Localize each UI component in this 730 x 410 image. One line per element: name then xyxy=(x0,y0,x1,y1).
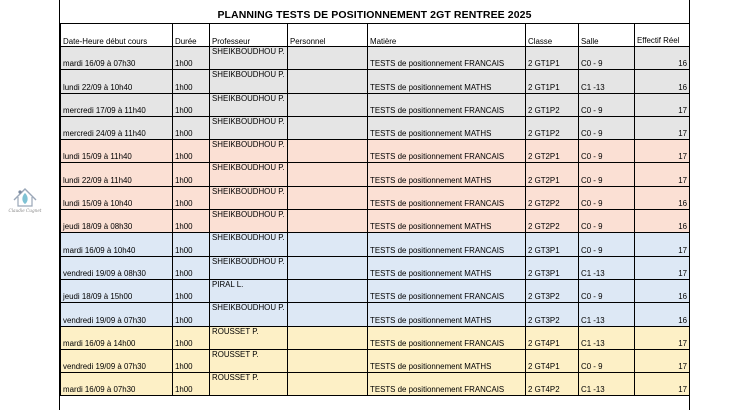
cell-classe: 2 GT4P2 xyxy=(526,373,579,396)
cell-matiere: TESTS de positionnement FRANCAIS xyxy=(368,47,526,70)
cell-professeur: SHEIKBOUDHOU P. xyxy=(210,70,288,93)
cell-duree: 1h00 xyxy=(173,93,210,116)
cell-classe: 2 GT3P1 xyxy=(526,233,579,256)
cell-date: mercredi 24/09 à 11h40 xyxy=(61,116,173,139)
cell-salle: C0 - 9 xyxy=(579,233,635,256)
cell-date: mardi 16/09 à 07h30 xyxy=(61,373,173,396)
cell-duree: 1h00 xyxy=(173,163,210,186)
cell-effectif: 16 xyxy=(635,70,690,93)
cell-matiere: TESTS de positionnement FRANCAIS xyxy=(368,326,526,349)
table-row xyxy=(61,256,690,279)
cell-effectif: 16 xyxy=(635,186,690,209)
cell-date: lundi 22/09 à 10h40 xyxy=(61,70,173,93)
cell-effectif: 17 xyxy=(635,233,690,256)
cell-professeur: SHEIKBOUDHOU P. xyxy=(210,256,288,279)
cell-professeur: SHEIKBOUDHOU P. xyxy=(210,47,288,70)
logo-image xyxy=(8,180,42,214)
cell-duree: 1h00 xyxy=(173,140,210,163)
cell-duree: 1h00 xyxy=(173,279,210,302)
cell-matiere: TESTS de positionnement FRANCAIS xyxy=(368,186,526,209)
col-header-salle: Salle xyxy=(579,24,635,47)
cell-effectif: 16 xyxy=(635,47,690,70)
cell-personnel xyxy=(288,373,368,396)
table-row xyxy=(61,140,690,163)
cell-matiere: TESTS de positionnement FRANCAIS xyxy=(368,140,526,163)
cell-effectif: 17 xyxy=(635,93,690,116)
cell-personnel xyxy=(288,186,368,209)
cell-personnel xyxy=(288,210,368,233)
cell-date: mardi 16/09 à 14h00 xyxy=(61,326,173,349)
planning-table xyxy=(60,23,690,396)
cell-date: vendredi 19/09 à 07h30 xyxy=(61,303,173,326)
cell-personnel xyxy=(288,303,368,326)
cell-salle: C0 - 9 xyxy=(579,47,635,70)
table-row xyxy=(61,210,690,233)
table-row xyxy=(61,349,690,372)
cell-date: jeudi 18/09 à 15h00 xyxy=(61,279,173,302)
planning-sheet xyxy=(59,0,690,410)
cell-salle: C0 - 9 xyxy=(579,116,635,139)
cell-salle: C1 -13 xyxy=(579,373,635,396)
cell-effectif: 16 xyxy=(635,210,690,233)
cell-professeur: SHEIKBOUDHOU P. xyxy=(210,303,288,326)
cell-professeur: SHEIKBOUDHOU P. xyxy=(210,116,288,139)
cell-matiere: TESTS de positionnement MATHS xyxy=(368,163,526,186)
cell-salle: C1 -13 xyxy=(579,303,635,326)
col-header-effectif: Effectif Réel xyxy=(635,24,690,47)
cell-salle: C1 -13 xyxy=(579,70,635,93)
table-row xyxy=(61,186,690,209)
cell-matiere: TESTS de positionnement MATHS xyxy=(368,256,526,279)
cell-matiere: TESTS de positionnement FRANCAIS xyxy=(368,373,526,396)
cell-effectif: 17 xyxy=(635,256,690,279)
cell-personnel xyxy=(288,93,368,116)
cell-professeur: SHEIKBOUDHOU P. xyxy=(210,210,288,233)
cell-personnel xyxy=(288,233,368,256)
svg-text:Claudie Cugnet: Claudie Cugnet xyxy=(8,208,42,213)
cell-personnel xyxy=(288,47,368,70)
cell-personnel xyxy=(288,140,368,163)
cell-duree: 1h00 xyxy=(173,210,210,233)
page-title: PLANNING TESTS DE POSITIONNEMENT 2GT RENTREE 2025 xyxy=(217,9,532,21)
cell-classe: 2 GT1P2 xyxy=(526,93,579,116)
cell-classe: 2 GT1P1 xyxy=(526,47,579,70)
cell-personnel xyxy=(288,349,368,372)
cell-classe: 2 GT3P2 xyxy=(526,279,579,302)
cell-salle: C0 - 9 xyxy=(579,349,635,372)
cell-matiere: TESTS de positionnement MATHS xyxy=(368,116,526,139)
cell-classe: 2 GT1P1 xyxy=(526,70,579,93)
table-row xyxy=(61,47,690,70)
cell-classe: 2 GT4P1 xyxy=(526,349,579,372)
table-row xyxy=(61,326,690,349)
cell-duree: 1h00 xyxy=(173,303,210,326)
cell-duree: 1h00 xyxy=(173,233,210,256)
cell-date: mardi 16/09 à 07h30 xyxy=(61,47,173,70)
table-row xyxy=(61,303,690,326)
cell-duree: 1h00 xyxy=(173,256,210,279)
cell-salle: C0 - 9 xyxy=(579,210,635,233)
cell-professeur: ROUSSET P. xyxy=(210,349,288,372)
cell-salle: C0 - 9 xyxy=(579,140,635,163)
cell-classe: 2 GT2P1 xyxy=(526,163,579,186)
col-header-date: Date-Heure début cours xyxy=(61,24,173,47)
cell-salle: C0 - 9 xyxy=(579,279,635,302)
cell-effectif: 16 xyxy=(635,303,690,326)
cell-effectif: 17 xyxy=(635,349,690,372)
cell-salle: C1 -13 xyxy=(579,256,635,279)
cell-classe: 2 GT1P2 xyxy=(526,116,579,139)
cell-matiere: TESTS de positionnement MATHS xyxy=(368,303,526,326)
cell-date: mardi 16/09 à 10h40 xyxy=(61,233,173,256)
col-header-professeur: Professeur xyxy=(210,24,288,47)
cell-salle: C0 - 9 xyxy=(579,186,635,209)
table-row xyxy=(61,116,690,139)
cell-professeur: SHEIKBOUDHOU P. xyxy=(210,93,288,116)
cell-professeur: SHEIKBOUDHOU P. xyxy=(210,186,288,209)
table-row xyxy=(61,279,690,302)
cell-duree: 1h00 xyxy=(173,116,210,139)
cell-matiere: TESTS de positionnement FRANCAIS xyxy=(368,93,526,116)
cell-date: vendredi 19/09 à 07h30 xyxy=(61,349,173,372)
cell-date: lundi 15/09 à 10h40 xyxy=(61,186,173,209)
cell-personnel xyxy=(288,326,368,349)
cell-effectif: 17 xyxy=(635,373,690,396)
cell-matiere: TESTS de positionnement MATHS xyxy=(368,70,526,93)
cell-classe: 2 GT3P1 xyxy=(526,256,579,279)
cell-duree: 1h00 xyxy=(173,47,210,70)
table-header-row xyxy=(61,24,690,47)
cell-personnel xyxy=(288,256,368,279)
cell-personnel xyxy=(288,70,368,93)
cell-duree: 1h00 xyxy=(173,349,210,372)
col-header-personnel: Personnel xyxy=(288,24,368,47)
cell-professeur: SHEIKBOUDHOU P. xyxy=(210,140,288,163)
cell-date: mercredi 17/09 à 11h40 xyxy=(61,93,173,116)
table-row xyxy=(61,163,690,186)
cell-classe: 2 GT2P2 xyxy=(526,186,579,209)
cell-classe: 2 GT2P1 xyxy=(526,140,579,163)
cell-date: lundi 15/09 à 11h40 xyxy=(61,140,173,163)
cell-date: jeudi 18/09 à 08h30 xyxy=(61,210,173,233)
cell-salle: C0 - 9 xyxy=(579,93,635,116)
cell-date: vendredi 19/09 à 08h30 xyxy=(61,256,173,279)
cell-duree: 1h00 xyxy=(173,70,210,93)
table-row xyxy=(61,70,690,93)
cell-professeur: SHEIKBOUDHOU P. xyxy=(210,233,288,256)
cell-personnel xyxy=(288,116,368,139)
cell-salle: C1 -13 xyxy=(579,326,635,349)
cell-effectif: 17 xyxy=(635,116,690,139)
cell-professeur: ROUSSET P. xyxy=(210,326,288,349)
cell-matiere: TESTS de positionnement MATHS xyxy=(368,210,526,233)
cell-effectif: 16 xyxy=(635,279,690,302)
cell-classe: 2 GT4P1 xyxy=(526,326,579,349)
table-row xyxy=(61,373,690,396)
cell-matiere: TESTS de positionnement FRANCAIS xyxy=(368,279,526,302)
cell-classe: 2 GT2P2 xyxy=(526,210,579,233)
cell-personnel xyxy=(288,279,368,302)
cell-professeur: SHEIKBOUDHOU P. xyxy=(210,163,288,186)
cell-personnel xyxy=(288,163,368,186)
cell-classe: 2 GT3P2 xyxy=(526,303,579,326)
cell-effectif: 17 xyxy=(635,326,690,349)
cell-duree: 1h00 xyxy=(173,373,210,396)
cell-matiere: TESTS de positionnement MATHS xyxy=(368,349,526,372)
cell-duree: 1h00 xyxy=(173,186,210,209)
cell-salle: C0 - 9 xyxy=(579,163,635,186)
cell-matiere: TESTS de positionnement FRANCAIS xyxy=(368,233,526,256)
cell-effectif: 17 xyxy=(635,140,690,163)
table-row xyxy=(61,93,690,116)
cell-professeur: PIRAL L. xyxy=(210,279,288,302)
col-header-duree: Durée xyxy=(173,24,210,47)
cell-duree: 1h00 xyxy=(173,326,210,349)
cell-effectif: 17 xyxy=(635,163,690,186)
table-row xyxy=(61,233,690,256)
cell-professeur: ROUSSET P. xyxy=(210,373,288,396)
cell-date: lundi 22/09 à 11h40 xyxy=(61,163,173,186)
col-header-matiere: Matière xyxy=(368,24,526,47)
col-header-classe: Classe xyxy=(526,24,579,47)
